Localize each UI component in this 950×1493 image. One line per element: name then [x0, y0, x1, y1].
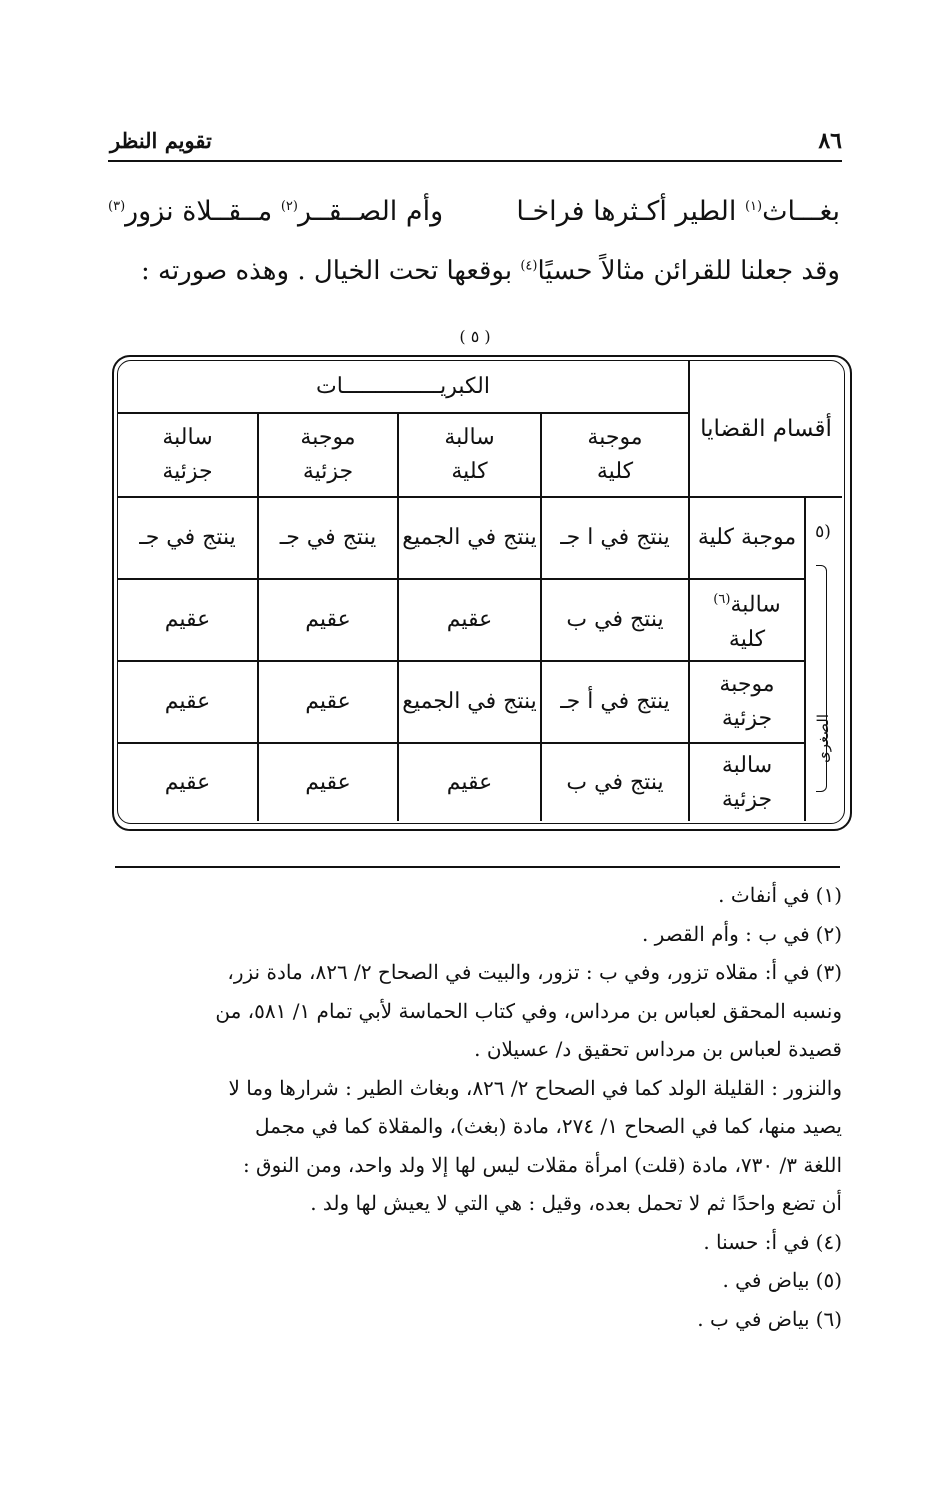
table-cell: عقيم — [164, 769, 211, 795]
verse-second-hemistich: وأم الصــقــر$^{(٢)}$ مــقــلاة نزور$^{(٣)}$ — [108, 196, 444, 227]
footnote-1: (١)في أنفاث . — [718, 883, 842, 907]
footnote-3: (٣)في أ: مقلاه تزور، وفي ب : تزور، والبيت في الصحاح ٢/ ٨٢٦، مادة نزر، ونسبه المحقق لعباس بن مرداس، وفي كتاب الحماسة لأبي تمام ١/ ٥٨١، من قصيدة لعباس بن مرداس تحقيق د/ عسيلان . والنزور : القليلة الولد كما في الصحاح ٢/ ٨٢٦، وبغاث الطير : شرارها وما لا يصيد منها، كما في الصحاح ١/ ٢٧٤، مادة (بغث)، والمقلاة كما في مجمل اللغة ٣/ ٧٣٠، مادة (قلت) امرأة مقلات ليس لها إلا ولد واحد، ومن النوق : أن تضع واحدًا ثم لا تحمل بعده، وقيل : هي التي لا يعيش لها ولد . — [215, 960, 842, 1215]
table-cell: ينتج في ا جـ — [560, 525, 670, 550]
row-label: موجبة كلية — [697, 525, 797, 550]
footnotes — [108, 876, 842, 1338]
table-cell: عقيم — [446, 607, 493, 632]
major-col-3: موجبة جزئية — [300, 425, 356, 484]
table-divider — [804, 497, 806, 821]
footnote-2: (٢)في ب : وأم القصر . — [641, 921, 842, 946]
intro-sentence: وقد جعلنا للقرائن مثالاً حسيًا$^{(٤)}$ بوقعها تحت الخيال . وهذه صورته : — [140, 256, 840, 286]
table-cell: ينتج في أ جـ — [560, 689, 670, 714]
table-cell: عقيم — [305, 607, 351, 632]
major-col-1: موجبة كلية — [587, 425, 643, 484]
row-label: موجبة جزئية — [719, 672, 775, 731]
row-label: سالبة جزئية — [721, 752, 773, 812]
running-title: تقويم النظر — [110, 128, 212, 153]
major-col-4: سالبة جزئية — [162, 425, 213, 484]
major-col-2: سالبة كلية — [444, 425, 495, 484]
table-cell: ينتج في جـ — [139, 525, 236, 550]
table-cell: ينتج في الجميع — [402, 689, 537, 714]
header-rule — [108, 160, 842, 162]
footnote-4: (٤)في أ: حسنا . — [703, 1229, 842, 1254]
table-cell: ينتج في جـ — [279, 525, 377, 550]
table-cell: ينتج في ب — [566, 607, 664, 632]
footnote-6: (٦)بياض في ب . — [697, 1306, 842, 1331]
minor-side-label-vertical: الصغرى — [814, 714, 832, 763]
table-cell: ينتج في الجميع — [402, 525, 537, 550]
table-cell: عقيم — [446, 769, 493, 795]
table-cell: عقيم — [164, 689, 211, 714]
header-categories: أقسام القضايا — [700, 416, 832, 442]
row-label: سالبة$^{(٦)}$ كلية — [713, 592, 781, 652]
figure-number: ( ٥ ) — [459, 327, 491, 346]
footnote-rule — [115, 866, 840, 868]
table-cell: عقيم — [305, 689, 351, 714]
verse-first-hemistich: بغـــاث$^{(١)}$ الطير أكـثرها فراخـا — [516, 196, 840, 227]
header-majors: الكبريـــــــــــــــات — [316, 374, 490, 399]
footnote-5: (٥)بياض في . — [722, 1268, 842, 1292]
table-cell: عقيم — [164, 607, 211, 632]
table-cell: ينتج في ب — [566, 769, 664, 795]
table-cell: عقيم — [305, 769, 351, 795]
minor-side-label: (٥ — [815, 522, 831, 542]
page-number: ٨٦ — [818, 128, 842, 154]
